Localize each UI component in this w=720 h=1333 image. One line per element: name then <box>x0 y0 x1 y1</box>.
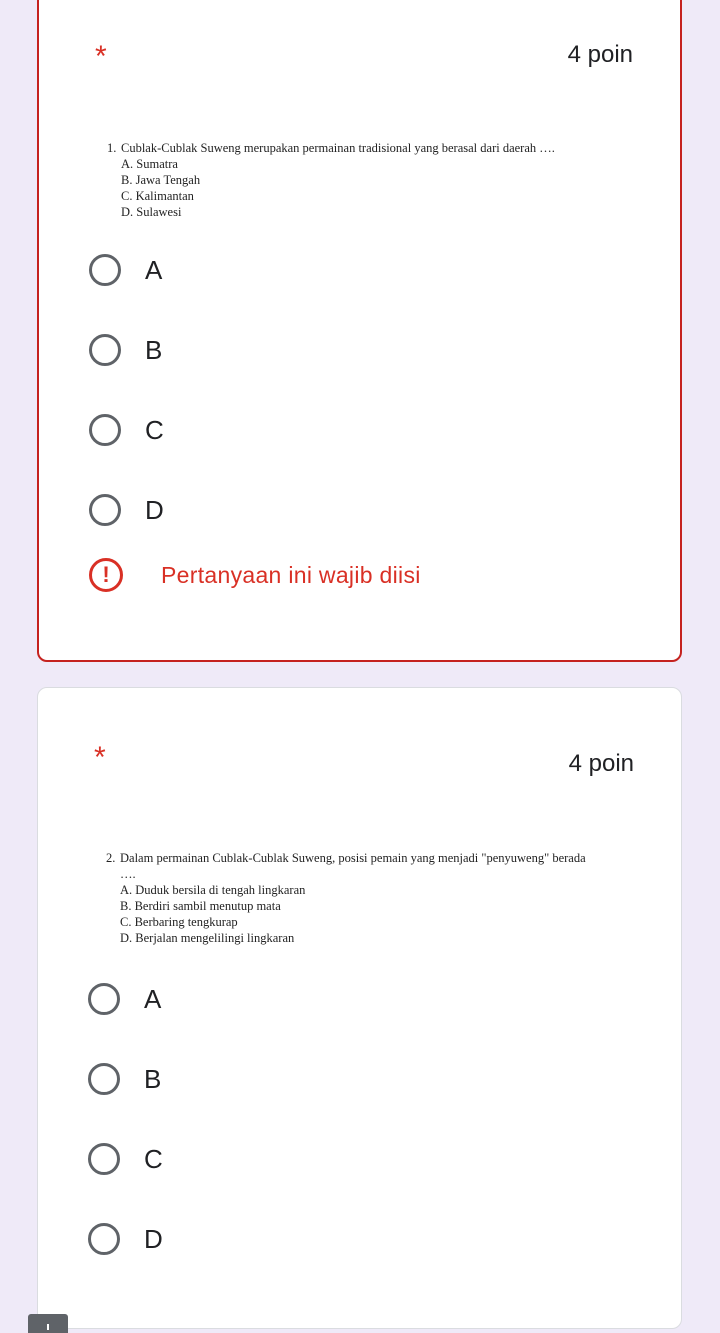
choice-label: B <box>145 334 163 365</box>
required-asterisk: * <box>94 741 106 774</box>
choice-label: C <box>145 414 164 445</box>
choice-label: D <box>145 494 164 525</box>
question-image <box>106 850 600 946</box>
choice-a[interactable] <box>89 250 162 290</box>
question-option-text: C. Kalimantan <box>121 189 194 203</box>
exclamation-icon: ! <box>89 558 123 592</box>
radio-button[interactable] <box>88 1143 120 1175</box>
question-text: Cublak-Cublak Suweng merupakan permainan tradisional yang berasal dari daerah …. <box>121 141 555 155</box>
report-issue-tab[interactable] <box>28 1314 68 1333</box>
choice-label: D <box>144 1223 163 1254</box>
radio-button[interactable] <box>88 1223 120 1255</box>
choice-label: A <box>144 983 162 1014</box>
points-label: 4 poin <box>567 41 633 68</box>
choice-a[interactable] <box>88 979 161 1019</box>
question-option-text: B. Jawa Tengah <box>121 173 201 187</box>
question-card-1 <box>37 0 682 662</box>
radio-button[interactable] <box>89 414 121 446</box>
choice-c[interactable] <box>88 1139 163 1179</box>
question-option-text: C. Berbaring tengkurap <box>120 915 238 929</box>
choice-b[interactable] <box>88 1059 161 1099</box>
required-error <box>89 558 421 592</box>
choice-label: B <box>144 1063 162 1094</box>
choice-d[interactable] <box>88 1219 163 1259</box>
choice-d[interactable] <box>89 490 164 530</box>
radio-button[interactable] <box>89 494 121 526</box>
question-option-text: B. Berdiri sambil menutup mata <box>120 899 281 913</box>
required-asterisk: * <box>95 40 107 73</box>
radio-button[interactable] <box>88 983 120 1015</box>
question-card-2 <box>37 687 682 1329</box>
choice-label: A <box>145 254 163 285</box>
error-message: Pertanyaan ini wajib diisi <box>161 561 421 588</box>
radio-button[interactable] <box>89 254 121 286</box>
question-image <box>107 140 601 220</box>
choice-b[interactable] <box>89 330 162 370</box>
question-option-text: D. Berjalan mengelilingi lingkaran <box>120 931 295 945</box>
info-icon <box>47 1324 49 1330</box>
choice-label: C <box>144 1143 163 1174</box>
radio-button[interactable] <box>89 334 121 366</box>
radio-button[interactable] <box>88 1063 120 1095</box>
question-number: 1. <box>107 141 117 155</box>
question-number: 2. <box>106 851 116 865</box>
points-label: 4 poin <box>568 750 634 777</box>
choice-c[interactable] <box>89 410 164 450</box>
question-option-text: D. Sulawesi <box>121 205 182 219</box>
question-option-text: A. Sumatra <box>121 157 178 171</box>
question-option-text: A. Duduk bersila di tengah lingkaran <box>120 883 306 897</box>
question-text: Dalam permainan Cublak-Cublak Suweng, posisi pemain yang menjadi "penyuweng" berada …. <box>120 851 586 881</box>
